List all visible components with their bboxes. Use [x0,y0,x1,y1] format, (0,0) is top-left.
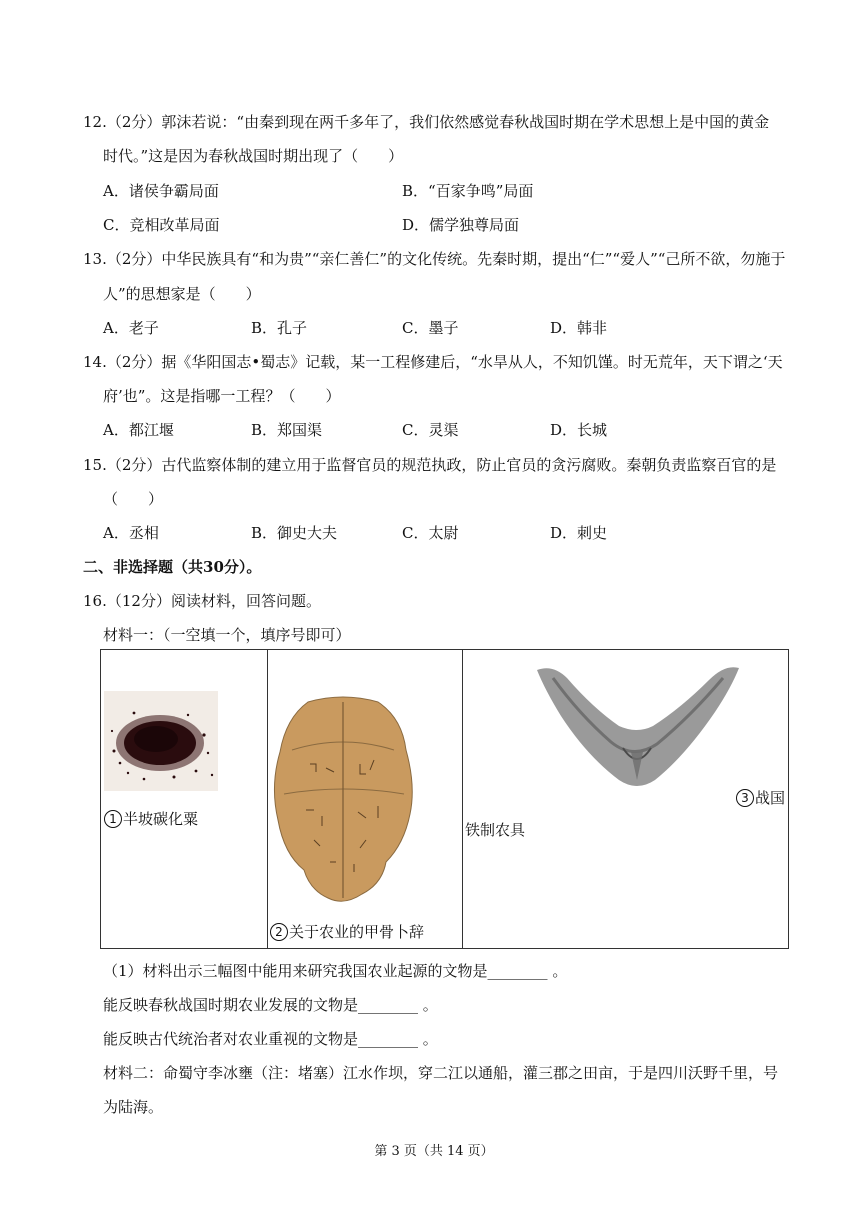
material1-label: 材料一：（一空填一个，填序号即可） [103,626,351,644]
q12-stem-line2: 时代。”这是因为春秋战国时期出现了（ ） [103,147,404,165]
section-heading: 二、非选择题（共30分）。 [83,558,262,576]
q16-sub2: 能反映春秋战国时期农业发展的文物是________ 。 [103,996,438,1014]
q14-option-a: A．都江堰 [103,421,174,439]
material-cell-1 [101,650,268,949]
oracle-bone-image [270,694,416,908]
q16-sub1: （1）材料出示三幅图中能用来研究我国农业起源的文物是________ 。 [103,962,568,980]
q14-option-c: C．灵渠 [402,421,459,439]
q15-option-b: B．御史大夫 [251,524,338,542]
q13-stem-line1: 13.（2分）中华民族具有“和为贵”“亲仁善仁”的文化传统。先秦时期，提出“仁”“爱人”“己所不欲，勿施于 [83,250,786,268]
q14-option-b: B．郑国渠 [251,421,323,439]
q12-option-a: A．诸侯争霸局面 [103,182,219,200]
iron-farm-tool-image [533,652,743,802]
q15-option-c: C．太尉 [402,524,459,542]
q12-stem-line1: 12.（2分）郭沫若说：“由秦到现在两千多年了，我们依然感觉春秋战国时期在学术思想上是中国的黄金 [83,113,770,131]
q13-stem-line2: 人”的思想家是（ ） [103,285,261,303]
q12-option-d: D．儒学独尊局面 [402,216,520,234]
material2-line2: 为陆海。 [103,1098,164,1116]
material2-line1: 材料二：命蜀守李冰壅（注：堵塞）江水作坝，穿二江以通船，灌三郡之田亩，于是四川沃野千里，号 [103,1064,779,1082]
q14-stem-line2: 府’也”。这是指哪一工程？（ ） [103,387,341,405]
q13-option-b: B．孔子 [251,319,308,337]
item3-caption-b: 铁制农具 [465,821,526,839]
q13-option-a: A．老子 [103,319,159,337]
q16-title: 16.（12分）阅读材料，回答问题。 [83,592,321,610]
q13-option-d: D．韩非 [550,319,608,337]
carbonized-millet-image [104,691,218,791]
item1-caption: 1 半坡碳化粟 [104,808,198,829]
q14-option-d: D．长城 [550,421,608,439]
item2-caption: 2 关于农业的甲骨卜辞 [270,921,424,942]
material-cell-2 [268,650,463,949]
q14-stem-line1: 14.（2分）据《华阳国志•蜀志》记载，某一工程修建后，“水旱从人，不知饥馑。时无荒年，天下谓之‘天 [83,353,783,371]
material-table [100,649,789,949]
item3-caption-a: 3 战国 [736,787,785,808]
material-cell-3 [463,650,789,949]
q12-option-c: C．竞相改革局面 [103,216,220,234]
q15-stem-line1: 15.（2分）古代监察体制的建立用于监督官员的规范执政，防止官员的贪污腐败。秦朝负责监察百官的是 [83,456,777,474]
q16-sub3: 能反映古代统治者对农业重视的文物是________ 。 [103,1030,438,1048]
q13-option-c: C．墨子 [402,319,459,337]
q12-option-b: B．“百家争鸣”局面 [402,182,534,200]
page-footer: 第 3 页（共 14 页） [374,1144,494,1159]
q15-stem-line2: （ ） [103,490,164,508]
q15-option-a: A．丞相 [103,524,159,542]
q15-option-d: D．刺史 [550,524,608,542]
